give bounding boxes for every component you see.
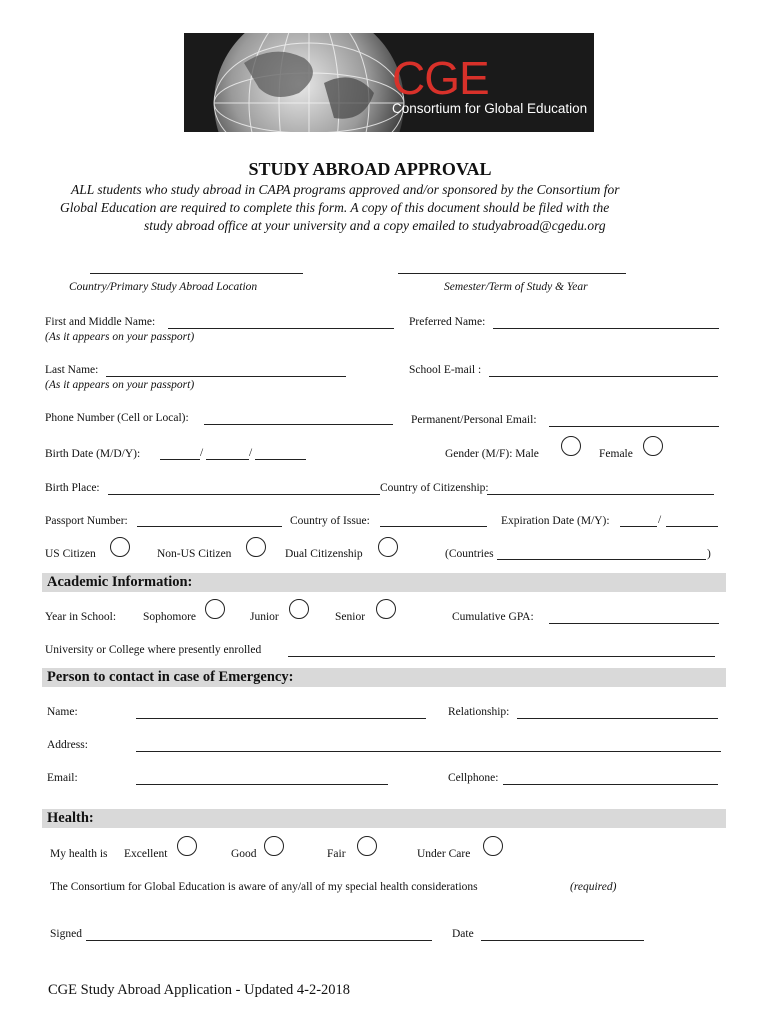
passport-note: (As it appears on your passport)	[45, 331, 195, 343]
page-title: STUDY ABROAD APPROVAL	[248, 159, 492, 179]
country-issue-field[interactable]	[380, 526, 487, 527]
personal-email-label: Permanent/Personal Email:	[411, 414, 537, 426]
emergency-email-field[interactable]	[136, 784, 388, 785]
phone-label: Phone Number (Cell or Local):	[45, 412, 189, 424]
required-note: (required)	[570, 881, 617, 893]
footer: CGE Study Abroad Application - Updated 4-2-2018	[48, 982, 351, 998]
expiration-label: Expiration Date (M/Y):	[501, 515, 610, 527]
last-name-field[interactable]	[106, 376, 346, 377]
expiration-month-field[interactable]	[620, 526, 657, 527]
birth-year-field[interactable]	[255, 459, 306, 460]
last-name-label: Last Name:	[45, 364, 99, 376]
logo-brand: CGE	[392, 52, 489, 104]
health-heading: Health:	[47, 810, 94, 826]
cellphone-field[interactable]	[503, 784, 718, 785]
logo	[184, 33, 594, 132]
health-heading-band	[42, 809, 726, 828]
junior-radio[interactable]	[289, 599, 309, 619]
male-radio[interactable]	[561, 436, 581, 456]
sophomore-radio[interactable]	[205, 599, 225, 619]
us-citizen-radio[interactable]	[110, 537, 130, 557]
school-email-field[interactable]	[489, 376, 718, 377]
female-radio[interactable]	[643, 436, 663, 456]
birth-place-label: Birth Place:	[45, 482, 100, 494]
fair-label: Fair	[327, 848, 346, 860]
countries-field[interactable]	[497, 559, 706, 560]
good-label: Good	[231, 848, 257, 860]
date-slash: /	[200, 447, 204, 459]
under-care-label: Under Care	[417, 848, 471, 860]
senior-radio[interactable]	[376, 599, 396, 619]
passport-note-2: (As it appears on your passport)	[45, 379, 195, 391]
dual-radio[interactable]	[378, 537, 398, 557]
birth-day-field[interactable]	[206, 459, 249, 460]
under-care-radio[interactable]	[483, 836, 503, 856]
excellent-label: Excellent	[124, 848, 168, 860]
passport-number-field[interactable]	[137, 526, 282, 527]
location-label: Country/Primary Study Abroad Location	[69, 281, 258, 293]
intro-line-1: ALL students who study abroad in CAPA programs approved and/or sponsored by the Consortium for	[71, 182, 620, 197]
sophomore-label: Sophomore	[143, 611, 197, 623]
date-label: Date	[452, 928, 474, 940]
personal-email-field[interactable]	[549, 426, 719, 427]
us-citizen-label: US Citizen	[45, 548, 96, 560]
citizenship-field[interactable]	[487, 494, 714, 495]
signature-field[interactable]	[86, 940, 432, 941]
emergency-heading-band	[42, 668, 726, 687]
university-field[interactable]	[288, 656, 715, 657]
fair-radio[interactable]	[357, 836, 377, 856]
birth-place-field[interactable]	[108, 494, 380, 495]
first-name-label: First and Middle Name:	[45, 316, 156, 328]
school-email-label: School E-mail :	[409, 364, 482, 376]
good-radio[interactable]	[264, 836, 284, 856]
dual-label: Dual Citizenship	[285, 548, 363, 560]
countries-close: )	[707, 548, 711, 560]
emergency-heading: Person to contact in case of Emergency:	[47, 669, 294, 685]
relationship-field[interactable]	[517, 718, 718, 719]
emergency-name-label: Name:	[47, 706, 78, 718]
expiration-year-field[interactable]	[666, 526, 718, 527]
country-issue-label: Country of Issue:	[290, 515, 370, 527]
academic-heading: Academic Information:	[47, 574, 193, 590]
emergency-name-field[interactable]	[136, 718, 426, 719]
address-field[interactable]	[136, 751, 721, 752]
academic-heading-band	[42, 573, 726, 592]
first-name-field[interactable]	[168, 328, 394, 329]
relationship-label: Relationship:	[448, 706, 510, 718]
university-label: University or College where presently enrolled	[45, 644, 262, 656]
non-us-radio[interactable]	[246, 537, 266, 557]
senior-label: Senior	[335, 611, 366, 623]
cellphone-label: Cellphone:	[448, 772, 499, 784]
location-line[interactable]	[90, 273, 303, 274]
date-slash: /	[658, 514, 662, 526]
date-slash: /	[249, 447, 253, 459]
junior-label: Junior	[250, 611, 279, 623]
emergency-email-label: Email:	[47, 772, 78, 784]
female-label: Female	[599, 448, 633, 460]
preferred-name-label: Preferred Name:	[409, 316, 486, 328]
gpa-label: Cumulative GPA:	[452, 611, 534, 623]
date-field[interactable]	[481, 940, 644, 941]
logo-name: Consortium for Global Education	[392, 101, 588, 116]
semester-line[interactable]	[398, 273, 626, 274]
gender-label: Gender (M/F): Male	[445, 448, 539, 460]
intro-line-3: study abroad office at your university and a copy emailed to studyabroad@cgedu.org	[144, 218, 606, 233]
non-us-label: Non-US Citizen	[157, 548, 232, 560]
semester-label: Semester/Term of Study & Year	[444, 281, 588, 293]
gpa-field[interactable]	[549, 623, 719, 624]
health-statement: The Consortium for Global Education is aware of any/all of my special health considerations	[50, 881, 478, 893]
passport-number-label: Passport Number:	[45, 515, 128, 527]
address-label: Address:	[47, 739, 88, 751]
birth-month-field[interactable]	[160, 459, 200, 460]
countries-label: (Countries	[445, 548, 494, 560]
year-label: Year in School:	[45, 611, 117, 623]
my-health-label: My health is	[50, 848, 108, 860]
excellent-radio[interactable]	[177, 836, 197, 856]
citizenship-label: Country of Citizenship:	[380, 482, 489, 494]
preferred-name-field[interactable]	[493, 328, 719, 329]
phone-field[interactable]	[204, 424, 393, 425]
birth-date-label: Birth Date (M/D/Y):	[45, 448, 141, 460]
signed-label: Signed	[50, 928, 82, 940]
intro-line-2: Global Education are required to complete this form. A copy of this document should be filed with the	[60, 200, 610, 215]
globe-icon	[204, 33, 424, 132]
